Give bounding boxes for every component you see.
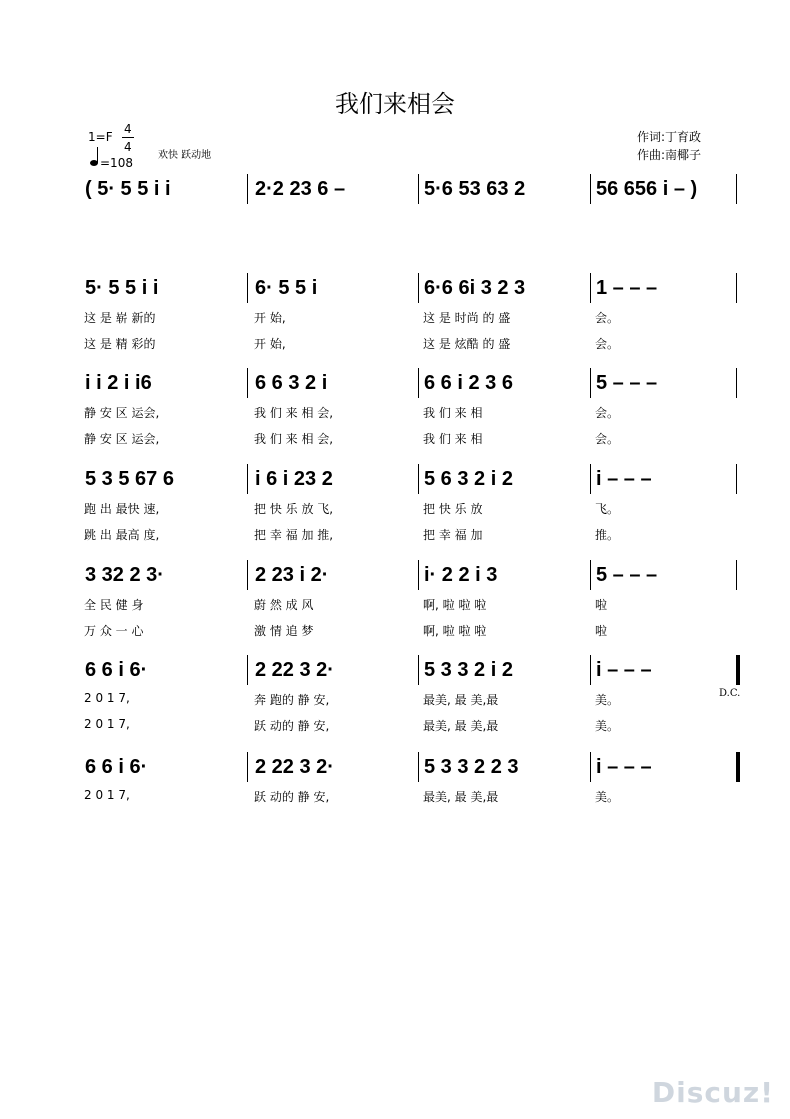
bar-line: [418, 752, 419, 782]
end-bar-line: [736, 174, 737, 204]
lyric-line: 最美, 最 美,最: [423, 719, 499, 733]
bar-line: [418, 560, 419, 590]
bar-line: [590, 273, 591, 303]
lyric-line: 2 0 1 7,: [84, 788, 130, 802]
lyric-line: 把 快 乐 放 飞,: [254, 502, 334, 516]
lyric-line: 跃 动的 静 安,: [254, 790, 330, 804]
bar-line: [247, 655, 248, 685]
measure-notes: 2 23 i 2·: [255, 564, 329, 586]
measure-notes: 6·6 6i 3 2 3: [424, 277, 526, 299]
bar-line: [247, 464, 248, 494]
lyric-line: 把 幸 福 加 推,: [254, 528, 334, 542]
bar-line: [247, 174, 248, 204]
bar-line: [247, 752, 248, 782]
measure-notes: 5 6 3 2 i 2: [424, 468, 513, 490]
bar-line: [590, 464, 591, 494]
lyric-line: 把 幸 福 加: [423, 528, 483, 542]
measure-notes: 56 656 i – ): [596, 178, 698, 200]
lyric-line: 啊, 啦 啦 啦: [423, 598, 487, 612]
end-bar-line: [736, 273, 737, 303]
measure-notes: i i 2 i i6: [85, 372, 152, 394]
lyric-line: 啦: [595, 598, 608, 612]
lyric-line: 会。: [595, 432, 620, 446]
lyric-line: 最美, 最 美,最: [423, 790, 499, 804]
time-signature-line: [122, 137, 134, 138]
lyric-line: 啦: [595, 624, 608, 638]
bar-line: [590, 368, 591, 398]
lyric-line: 啊, 啦 啦 啦: [423, 624, 487, 638]
lyric-line: 静 安 区 运会,: [84, 406, 160, 420]
measure-notes: 2·2 23 6 –: [255, 178, 346, 200]
bar-line: [418, 464, 419, 494]
time-signature-bottom: 4: [124, 140, 132, 154]
measure-notes: 6· 5 5 i: [255, 277, 318, 299]
bar-line: [418, 174, 419, 204]
measure-notes: 6 6 i 2 3 6: [424, 372, 513, 394]
lyric-line: 这 是 炫酷 的 盛: [423, 337, 511, 351]
lyric-line: 飞。: [595, 502, 620, 516]
measure-notes: 1 – – –: [596, 277, 658, 299]
lyric-line: 蔚 然 成 风: [254, 598, 314, 612]
dc-mark: D.C.: [719, 688, 741, 699]
measure-notes: i 6 i 23 2: [255, 468, 333, 490]
lyric-line: 最美, 最 美,最: [423, 693, 499, 707]
quarter-note-icon: [90, 147, 98, 167]
lyric-line: 2 0 1 7,: [84, 717, 130, 731]
measure-notes: i – – –: [596, 659, 652, 681]
composer-credit: 作曲:南椰子: [637, 148, 702, 162]
lyric-line: 跃 动的 静 安,: [254, 719, 330, 733]
lyric-line: 激 情 追 梦: [254, 624, 314, 638]
lyric-line: 开 始,: [254, 311, 286, 325]
lyric-line: 美。: [595, 790, 620, 804]
measure-notes: 5 3 3 2 2 3: [424, 756, 519, 778]
tempo-marking: =108: [100, 156, 133, 170]
measure-notes: ( 5· 5 5 i i: [85, 178, 171, 200]
final-bar-line: [737, 655, 740, 685]
bar-line: [590, 174, 591, 204]
lyric-line: 2 0 1 7,: [84, 691, 130, 705]
bar-line: [418, 273, 419, 303]
lyric-line: 全 民 健 身: [84, 598, 144, 612]
lyric-line: 开 始,: [254, 337, 286, 351]
song-title: 我们来相会: [335, 90, 455, 118]
lyric-line: 会。: [595, 337, 620, 351]
measure-notes: 5 – – –: [596, 372, 658, 394]
bar-line: [247, 560, 248, 590]
lyric-line: 把 快 乐 放: [423, 502, 483, 516]
lyric-line: 跑 出 最快 速,: [84, 502, 160, 516]
lyric-line: 会。: [595, 406, 620, 420]
lyric-line: 跳 出 最高 度,: [84, 528, 160, 542]
lyric-line: 推。: [595, 528, 620, 542]
lyric-line: 我 们 来 相: [423, 406, 483, 420]
end-bar-line: [736, 464, 737, 494]
measure-notes: i – – –: [596, 756, 652, 778]
lyric-line: 我 们 来 相: [423, 432, 483, 446]
lyric-line: 美。: [595, 719, 620, 733]
measure-notes: i· 2 2 i 3: [424, 564, 498, 586]
lyric-line: 这 是 崭 新的: [84, 311, 156, 325]
bar-line: [590, 655, 591, 685]
lyric-line: 美。: [595, 693, 620, 707]
measure-notes: 2 22 3 2·: [255, 756, 334, 778]
lyric-line: 静 安 区 运会,: [84, 432, 160, 446]
measure-notes: 5·6 53 63 2: [424, 178, 526, 200]
measure-notes: 6 6 3 2 i: [255, 372, 328, 394]
bar-line: [590, 560, 591, 590]
lyric-line: 我 们 来 相 会,: [254, 406, 334, 420]
measure-notes: 5 3 3 2 i 2: [424, 659, 513, 681]
measure-notes: 5· 5 5 i i: [85, 277, 159, 299]
lyric-line: 这 是 时尚 的 盛: [423, 311, 511, 325]
time-signature-top: 4: [124, 122, 132, 136]
final-bar-line: [737, 752, 740, 782]
bar-line: [418, 368, 419, 398]
expression-marking: 欢快 跃动地: [158, 150, 212, 161]
key-signature: 1=F: [88, 130, 113, 144]
watermark: Discuz!: [651, 1076, 774, 1109]
bar-line: [590, 752, 591, 782]
measure-notes: 6 6 i 6·: [85, 756, 148, 778]
lyric-line: 奔 跑的 静 安,: [254, 693, 330, 707]
end-bar-line: [736, 560, 737, 590]
measure-notes: 3 32 2 3·: [85, 564, 164, 586]
lyric-line: 会。: [595, 311, 620, 325]
bar-line: [418, 655, 419, 685]
measure-notes: 6 6 i 6·: [85, 659, 148, 681]
lyricist-credit: 作词:丁育政: [637, 130, 702, 144]
bar-line: [247, 368, 248, 398]
lyric-line: 我 们 来 相 会,: [254, 432, 334, 446]
lyric-line: 万 众 一 心: [84, 624, 144, 638]
measure-notes: i – – –: [596, 468, 652, 490]
lyric-line: 这 是 精 彩的: [84, 337, 156, 351]
measure-notes: 2 22 3 2·: [255, 659, 334, 681]
end-bar-line: [736, 368, 737, 398]
measure-notes: 5 3 5 67 6: [85, 468, 174, 490]
measure-notes: 5 – – –: [596, 564, 658, 586]
bar-line: [247, 273, 248, 303]
